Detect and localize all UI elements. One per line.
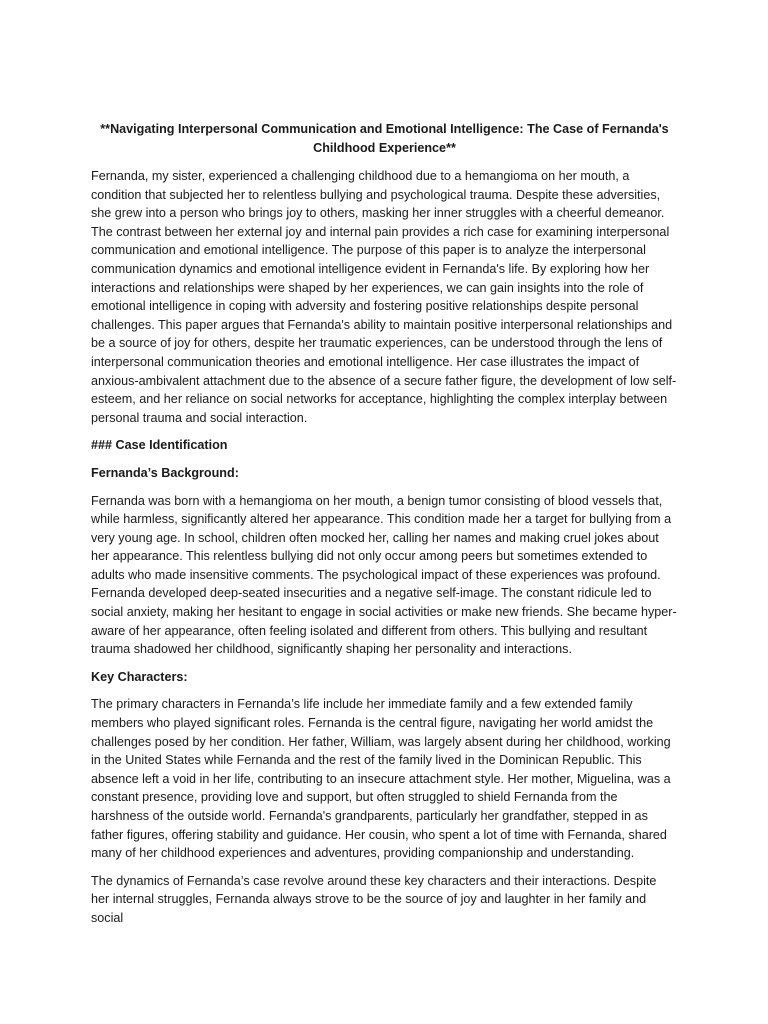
background-heading: Fernanda’s Background: <box>91 465 239 480</box>
background-paragraph: Fernanda was born with a hemangioma on her mouth, a benign tumor consisting of blood vessels that, while harmless, significantly altered her appearance. This condition made her a target for bullying from a very young age. In school, children often mocked her, calling her names and making cruel jokes about her appearance. This relentless bullying did not only occur among peers but sometimes extended to adults who made insensitive comments. The psychological impact of these experiences was profound. Fernanda developed deep-seated insecurities and a negative self-image. The constant ridicule led to social anxiety, making her hesitant to engage in social activities or make new friends. She became hyper-aware of her appearance, often feeling isolated and different from others. This bullying and resultant trauma shadowed her childhood, significantly shaping her personality and interactions. <box>91 493 677 657</box>
document-body <box>91 120 678 937</box>
section-heading-case-identification: ### Case Identification <box>91 438 228 453</box>
document-title: **Navigating Interpersonal Communication and Emotional Intelligence: The Case of Fernanda's Childhood Experience** <box>100 122 669 155</box>
dynamics-paragraph: The dynamics of Fernanda’s case revolve around these key characters and their interactions. Despite her internal struggles, Fernanda always strove to be the source of joy and laughter in her family and social <box>91 873 657 925</box>
characters-paragraph: The primary characters in Fernanda’s life include her immediate family and a few extended family members who played significant roles. Fernanda is the central figure, navigating her world amidst the challenges posed by her condition. Her father, William, was largely absent during her childhood, working in the United States while Fernanda and the rest of the family lived in the Dominican Republic. This absence left a void in her life, contributing to an insecure attachment style. Her mother, Miguelina, was a constant presence, providing love and support, but often struggled to shield Fernanda from the harshness of the outside world. Fernanda's grandparents, particularly her grandfather, stepped in as father figures, offering stability and guidance. Her cousin, who spent a lot of time with Fernanda, shared many of her childhood experiences and adventures, providing companionship and understanding. <box>91 697 671 861</box>
intro-paragraph: Fernanda, my sister, experienced a challenging childhood due to a hemangioma on her mouth, a condition that subjected her to relentless bullying and psychological trauma. Despite these adversities, she grew into a person who brings joy to others, masking her inner struggles with a cheerful demeanor. The contrast between her external joy and internal pain provides a rich case for examining interpersonal communication and emotional intelligence. The purpose of this paper is to analyze the interpersonal communication dynamics and emotional intelligence evident in Fernanda's life. By exploring how her interactions and relationships were shaped by her experiences, we can gain insights into the role of emotional intelligence in coping with adversity and fostering positive relationships despite personal challenges. This paper argues that Fernanda's ability to maintain positive interpersonal relationships and be a source of joy for others, despite her traumatic experiences, can be understood through the lens of interpersonal communication theories and emotional intelligence. Her case illustrates the impact of anxious-ambivalent attachment due to the absence of a secure father figure, the development of low self-esteem, and her reliance on social networks for acceptance, highlighting the complex interplay between personal trauma and social interaction. <box>91 169 677 425</box>
characters-heading: Key Characters: <box>91 669 188 684</box>
